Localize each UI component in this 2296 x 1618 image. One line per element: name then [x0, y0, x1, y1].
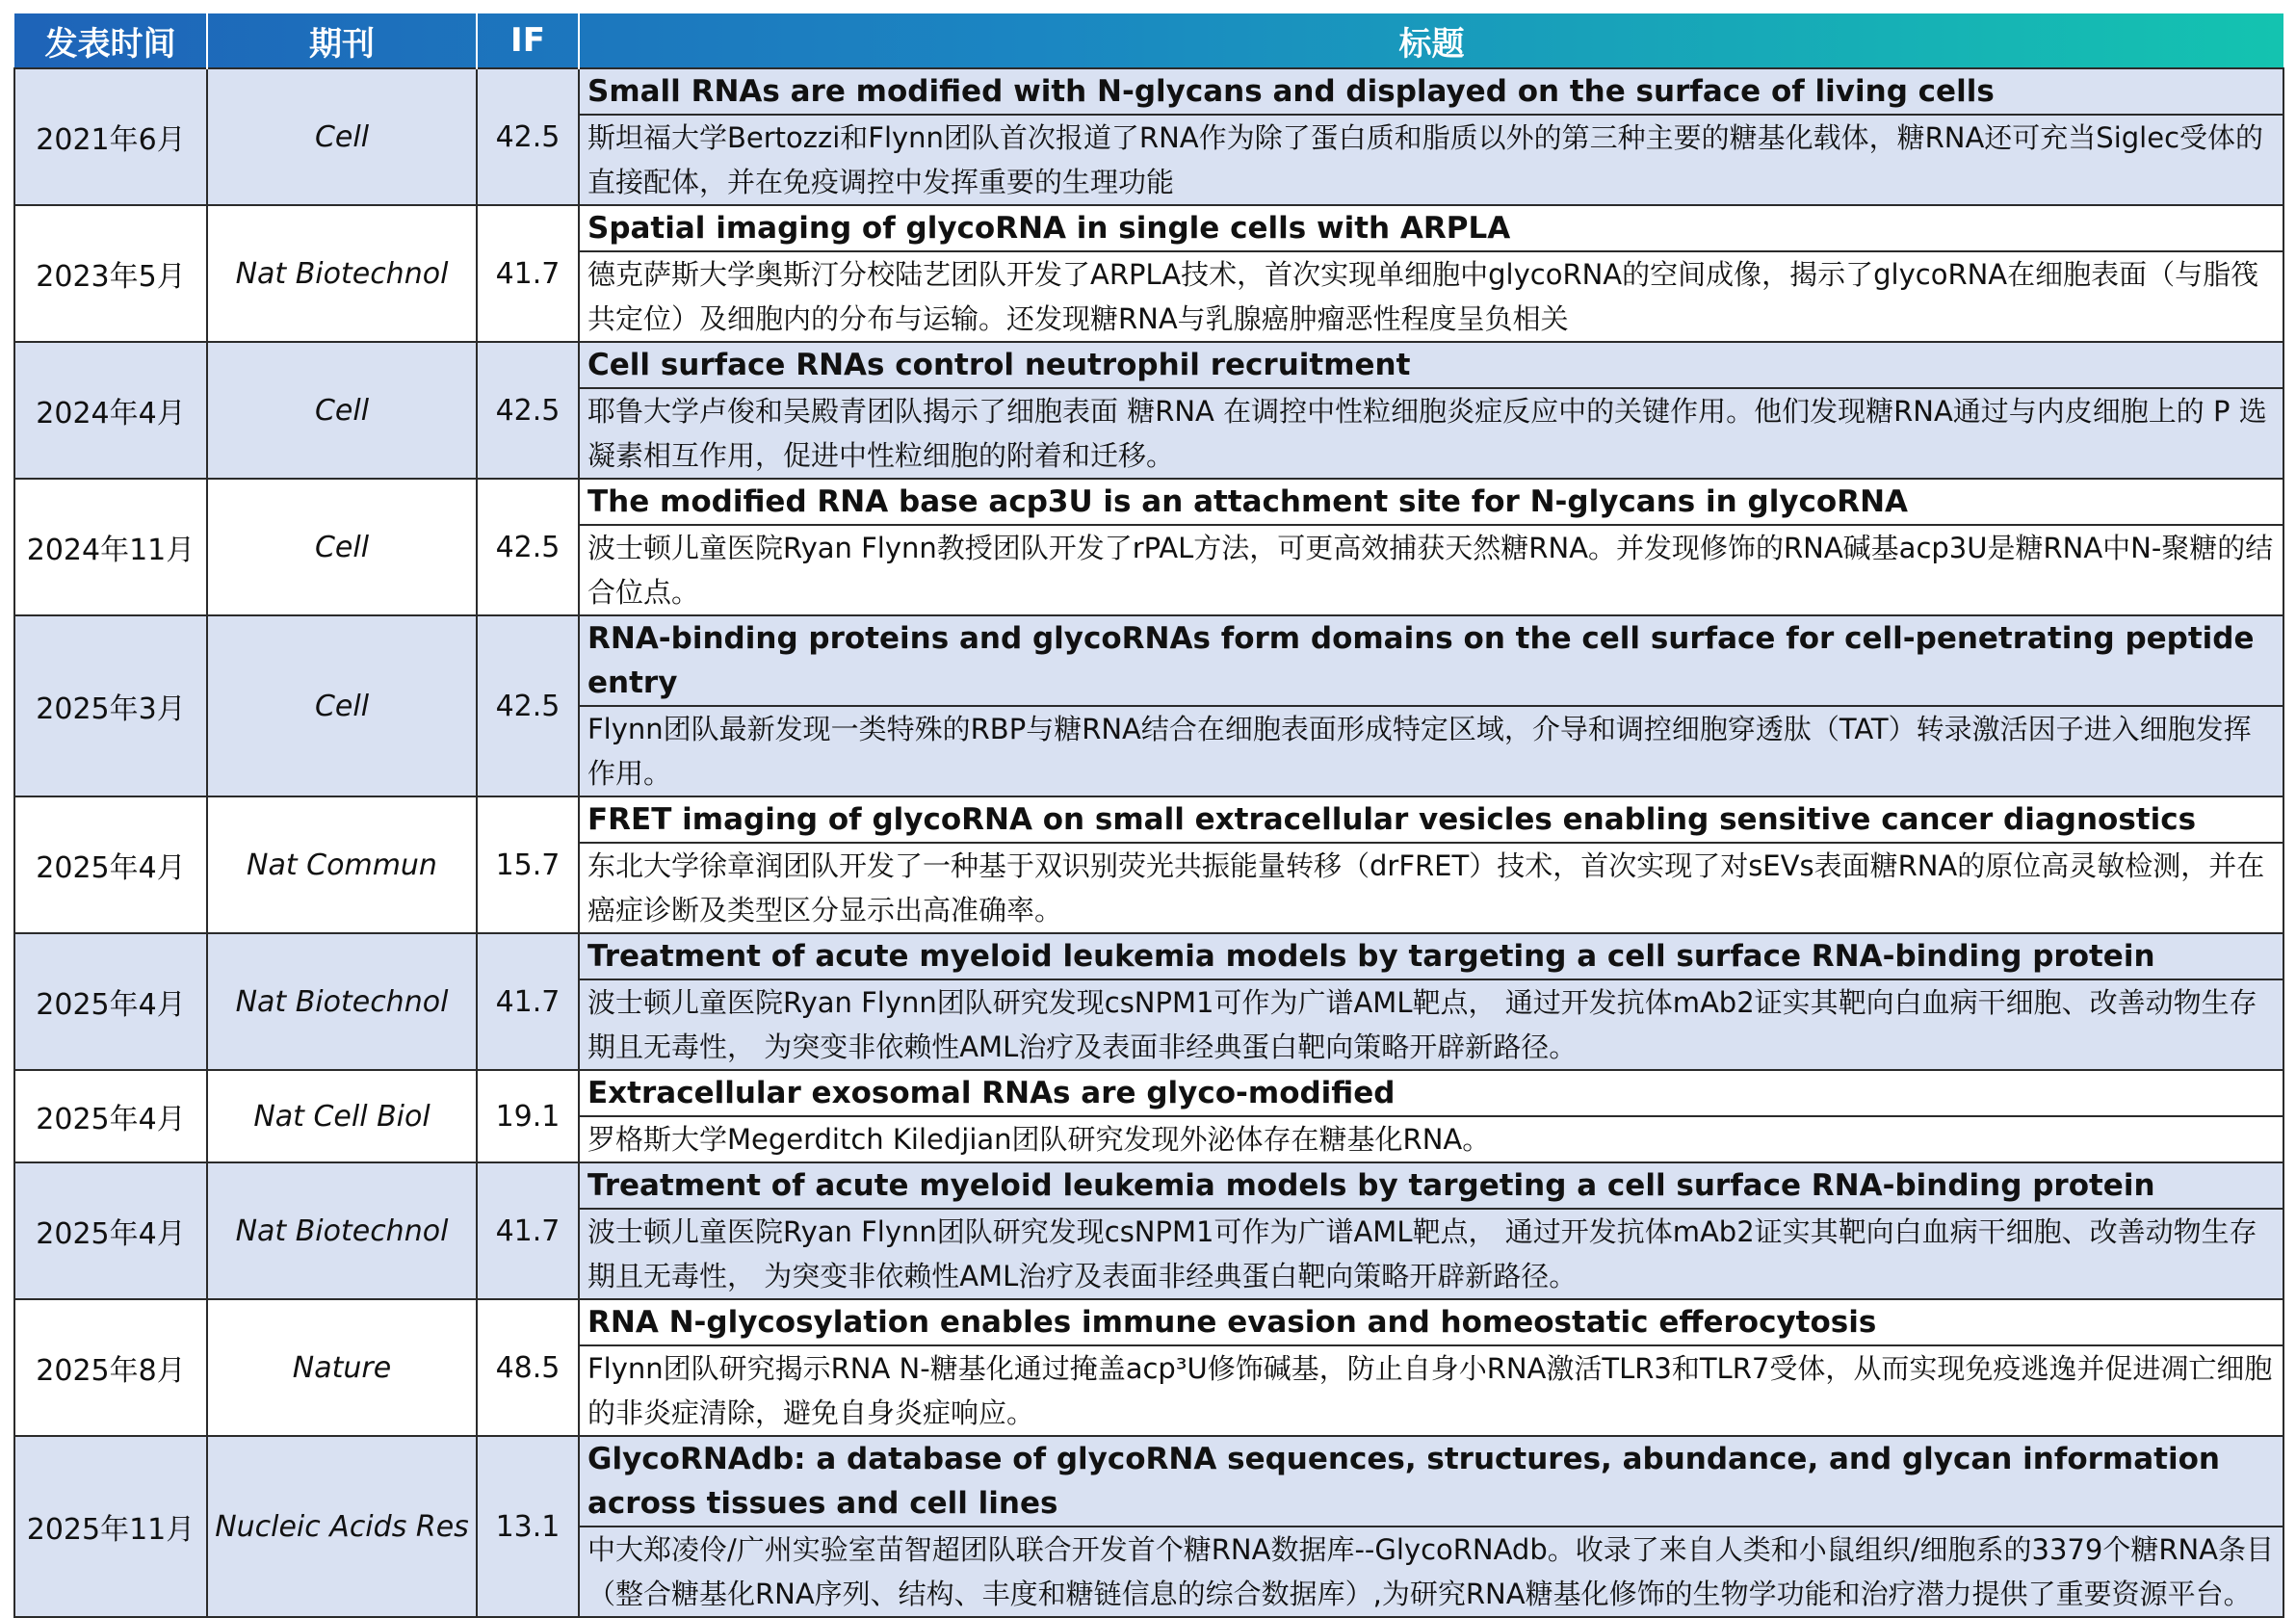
- header-title: 标题: [579, 13, 2283, 68]
- cell-journal: Nature: [207, 1299, 477, 1436]
- cell-title: [579, 1070, 2283, 1162]
- cell-date: 2025年8月: [14, 1299, 207, 1436]
- cell-if: 42.5: [477, 68, 579, 205]
- table-row: [14, 68, 2283, 205]
- table-row: [14, 342, 2283, 479]
- table-row: [14, 796, 2283, 933]
- cell-if: 15.7: [477, 796, 579, 933]
- cell-date: 2024年11月: [14, 479, 207, 615]
- cell-journal: Cell: [207, 342, 477, 479]
- cell-if: 42.5: [477, 342, 579, 479]
- title-english: Treatment of acute myeloid leukemia models by targeting a cell surface RNA-binding protein: [580, 1163, 2283, 1210]
- cell-journal: Cell: [207, 615, 477, 796]
- cell-if: 48.5: [477, 1299, 579, 1436]
- table-row: [14, 615, 2283, 796]
- table-row: [14, 1299, 2283, 1436]
- summary-chinese: 斯坦福大学Bertozzi和Flynn团队首次报道了RNA作为除了蛋白质和脂质以外的第三种主要的糖基化载体，糖RNA还可充当Siglec受体的直接配体，并在免疫调控中发挥重要的生理功能: [587, 121, 2264, 198]
- cell-title: [579, 68, 2283, 205]
- cell-journal: Nat Biotechnol: [207, 1162, 477, 1299]
- cell-title: [579, 479, 2283, 615]
- header-date: 发表时间: [14, 13, 207, 68]
- cell-journal: Cell: [207, 68, 477, 205]
- title-english: Extracellular exosomal RNAs are glyco-modified: [580, 1071, 2283, 1117]
- table-row: [14, 933, 2283, 1070]
- cell-if: 41.7: [477, 205, 579, 342]
- cell-title: [579, 1299, 2283, 1436]
- header-if: IF: [477, 13, 579, 68]
- table-row: [14, 205, 2283, 342]
- summary-chinese: Flynn团队最新发现一类特殊的RBP与糖RNA结合在细胞表面形成特定区域，介导和调控细胞穿透肽（TAT）转录激活因子进入细胞发挥作用。: [587, 713, 2252, 790]
- title-english: Small RNAs are modified with N-glycans and displayed on the surface of living cells: [580, 69, 2283, 116]
- cell-title: [579, 796, 2283, 933]
- cell-date: 2025年4月: [14, 1162, 207, 1299]
- title-english: FRET imaging of glycoRNA on small extracellular vesicles enabling sensitive cancer diagnostics: [580, 797, 2283, 844]
- cell-date: 2025年3月: [14, 615, 207, 796]
- table-row: [14, 1070, 2283, 1162]
- cell-if: 13.1: [477, 1436, 579, 1617]
- table-row: [14, 479, 2283, 615]
- cell-title: [579, 342, 2283, 479]
- summary-chinese: 波士顿儿童医院Ryan Flynn团队研究发现csNPM1可作为广谱AML靶点， 通过开发抗体mAb2证实其靶向白血病干细胞、改善动物生存期且无毒性， 为突变非依赖性AML治疗及表面非经典蛋白靶向策略开辟新路径。: [587, 1215, 2257, 1292]
- cell-title: [579, 1436, 2283, 1617]
- cell-if: 19.1: [477, 1070, 579, 1162]
- cell-date: 2023年5月: [14, 205, 207, 342]
- title-english: Cell surface RNAs control neutrophil recruitment: [580, 343, 2283, 389]
- cell-date: 2025年11月: [14, 1436, 207, 1617]
- cell-title: [579, 933, 2283, 1070]
- summary-chinese: Flynn团队研究揭示RNA N-糖基化通过掩盖acp³U修饰碱基，防止自身小RNA激活TLR3和TLR7受体，从而实现免疫逃逸并促进凋亡细胞的非炎症清除，避免自身炎症响应。: [587, 1352, 2273, 1429]
- cell-journal: Cell: [207, 479, 477, 615]
- cell-journal: Nat Biotechnol: [207, 933, 477, 1070]
- summary-chinese: 德克萨斯大学奥斯汀分校陆艺团队开发了ARPLA技术，首次实现单细胞中glycoRNA的空间成像，揭示了glycoRNA在细胞表面（与脂筏共定位）及细胞内的分布与运输。还发现糖RNA与乳腺癌肿瘤恶性程度呈负相关: [587, 258, 2259, 335]
- title-english: The modified RNA base acp3U is an attachment site for N-glycans in glycoRNA: [580, 480, 2283, 526]
- title-english: Spatial imaging of glycoRNA in single cells with ARPLA: [580, 206, 2283, 252]
- cell-title: [579, 1162, 2283, 1299]
- summary-chinese: 东北大学徐章润团队开发了一种基于双识别荧光共振能量转移（drFRET）技术，首次实现了对sEVs表面糖RNA的原位高灵敏检测，并在癌症诊断及类型区分显示出高准确率。: [587, 849, 2265, 926]
- title-english: Treatment of acute myeloid leukemia models by targeting a cell surface RNA-binding protein: [580, 934, 2283, 980]
- cell-if: 42.5: [477, 479, 579, 615]
- table-header-row: [14, 13, 2283, 68]
- cell-date: 2021年6月: [14, 68, 207, 205]
- cell-date: 2025年4月: [14, 1070, 207, 1162]
- cell-if: 42.5: [477, 615, 579, 796]
- title-english: RNA-binding proteins and glycoRNAs form domains on the cell surface for cell-penetrating peptide entry: [580, 616, 2283, 707]
- publication-table: [13, 13, 2284, 1618]
- cell-journal: Nat Cell Biol: [207, 1070, 477, 1162]
- header-journal: 期刊: [207, 13, 477, 68]
- cell-journal: Nucleic Acids Res: [207, 1436, 477, 1617]
- table-row: [14, 1436, 2283, 1617]
- title-english: RNA N-glycosylation enables immune evasion and homeostatic efferocytosis: [580, 1300, 2283, 1346]
- cell-date: 2024年4月: [14, 342, 207, 479]
- cell-journal: Nat Biotechnol: [207, 205, 477, 342]
- summary-chinese: 罗格斯大学Megerditch Kiledjian团队研究发现外泌体存在糖基化RNA。: [587, 1123, 1491, 1156]
- table-row: [14, 1162, 2283, 1299]
- cell-date: 2025年4月: [14, 796, 207, 933]
- summary-chinese: 波士顿儿童医院Ryan Flynn团队研究发现csNPM1可作为广谱AML靶点， 通过开发抗体mAb2证实其靶向白血病干细胞、改善动物生存期且无毒性， 为突变非依赖性AML治疗及表面非经典蛋白靶向策略开辟新路径。: [587, 986, 2257, 1063]
- cell-journal: Nat Commun: [207, 796, 477, 933]
- summary-chinese: 中大郑凌伶/广州实验室苗智超团队联合开发首个糖RNA数据库--GlycoRNAdb。收录了来自人类和小鼠组织/细胞系的3379个糖RNA条目（整合糖基化RNA序列、结构、丰度和糖链信息的综合数据库）,为研究RNA糖基化修饰的生物学功能和治疗潜力提供了重要资源平台。: [587, 1533, 2275, 1610]
- summary-chinese: 波士顿儿童医院Ryan Flynn教授团队开发了rPAL方法，可更高效捕获天然糖RNA。并发现修饰的RNA碱基acp3U是糖RNA中N-聚糖的结合位点。: [587, 532, 2274, 609]
- cell-date: 2025年4月: [14, 933, 207, 1070]
- cell-title: [579, 205, 2283, 342]
- cell-if: 41.7: [477, 933, 579, 1070]
- cell-title: [579, 615, 2283, 796]
- cell-if: 41.7: [477, 1162, 579, 1299]
- summary-chinese: 耶鲁大学卢俊和吴殿青团队揭示了细胞表面 糖RNA 在调控中性粒细胞炎症反应中的关键作用。他们发现糖RNA通过与内皮细胞上的 P 选凝素相互作用，促进中性粒细胞的附着和迁移。: [587, 395, 2267, 472]
- title-english: GlycoRNAdb: a database of glycoRNA sequences, structures, abundance, and glycan information across tissues and cell lines: [580, 1437, 2283, 1527]
